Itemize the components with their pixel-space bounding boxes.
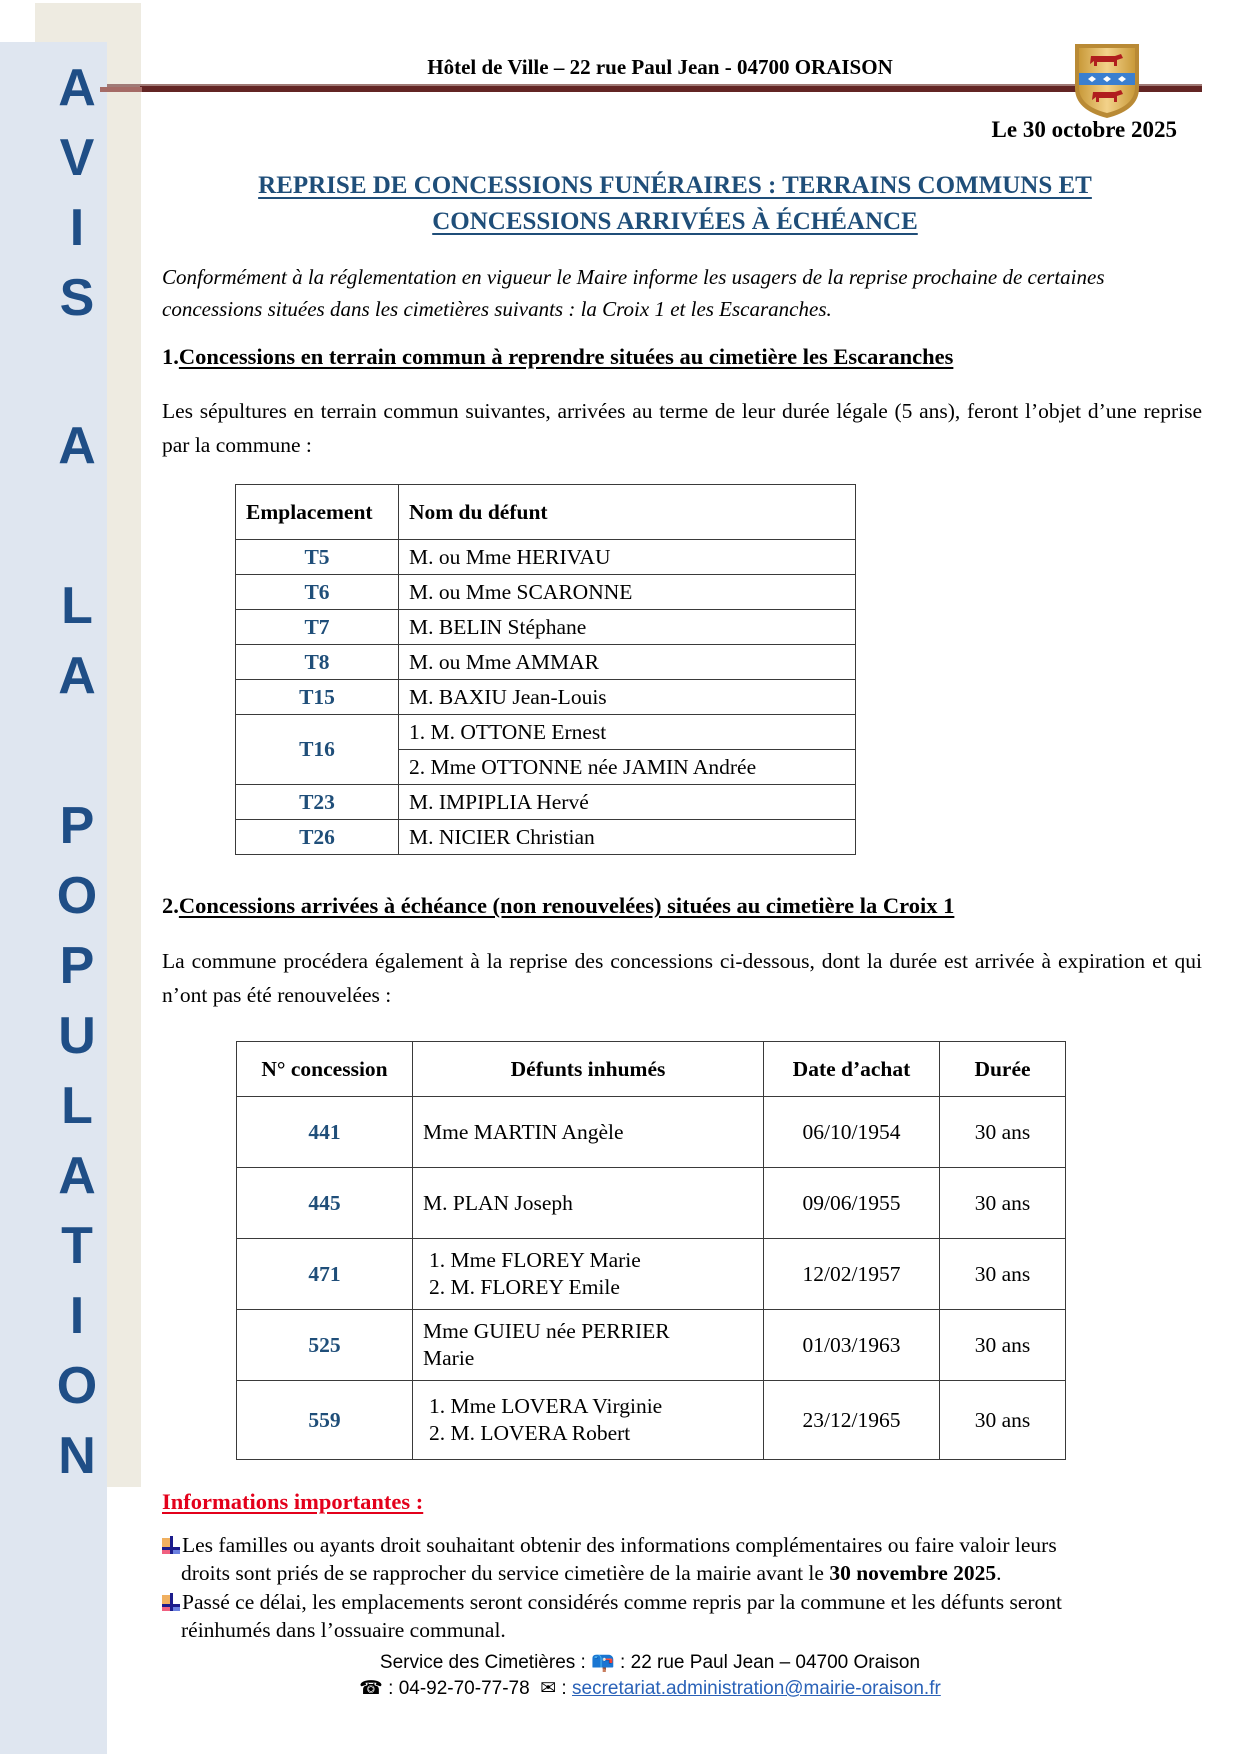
concession-number: 445: [237, 1168, 413, 1239]
info-bullet-1: Les familles ou ayants droit souhaitant obtenir des informations complémentaires ou faire valoir leurs droits sont priés de se rapprocher du service cimetière de la mairie avant le 30 novembre 2025.: [162, 1531, 1202, 1587]
defunt-name: Marie: [423, 1346, 475, 1370]
defunt-name: 2. M. LOVERA Robert: [429, 1421, 631, 1445]
table-row: [237, 1310, 1066, 1381]
column-header-defunts: Défunts inhumés: [413, 1042, 764, 1097]
table-row: [236, 610, 856, 645]
vertical-title-letter: O: [56, 1357, 98, 1415]
duration: 30 ans: [940, 1168, 1066, 1239]
vertical-title-letter: I: [69, 199, 85, 257]
coat-of-arms-icon: [1073, 42, 1141, 120]
emplacement-code: T8: [236, 645, 399, 680]
mailbox-icon: 📪: [591, 1652, 615, 1673]
duration: 30 ans: [940, 1097, 1066, 1168]
emplacement-code: T15: [236, 680, 399, 715]
important-info-heading: Informations importantes :: [162, 1489, 424, 1514]
defunt-name: M. BAXIU Jean-Louis: [399, 680, 856, 715]
terrain-commun-table: [235, 484, 856, 855]
page-title: [160, 168, 1190, 240]
table-row: [237, 1239, 1066, 1310]
defunt-name: 1. Mme LOVERA Virginie: [429, 1394, 663, 1418]
bullet-arrow-icon: [162, 1536, 180, 1554]
column-header-duree: Durée: [940, 1042, 1066, 1097]
table-row: [236, 645, 856, 680]
header-rule: [140, 86, 1202, 92]
page-title-line-2: CONCESSIONS ARRIVÉES À ÉCHÉANCE: [432, 208, 918, 235]
column-header-date-achat: Date d’achat: [764, 1042, 940, 1097]
emplacement-code: T7: [236, 610, 399, 645]
defunt-name: 1. Mme FLOREY Marie: [429, 1248, 641, 1272]
defunt-name: M. BELIN Stéphane: [399, 610, 856, 645]
vertical-title-letter: S: [59, 269, 95, 327]
purchase-date: 01/03/1963: [764, 1310, 940, 1381]
vertical-title-letter: L: [61, 1077, 93, 1135]
defunt-name: 1. M. OTTONE Ernest: [399, 715, 856, 750]
defunts-names: [413, 1168, 764, 1239]
table-row: [236, 785, 856, 820]
emplacement-code: T26: [236, 820, 399, 855]
table-row: [236, 820, 856, 855]
envelope-icon: ✉: [540, 1678, 557, 1699]
header-rule-stub: [100, 87, 142, 92]
defunt-name: 2. M. FLOREY Emile: [429, 1275, 620, 1299]
table-row: [236, 715, 856, 750]
purchase-date: 23/12/1965: [764, 1381, 940, 1460]
table-header-row: [236, 485, 856, 540]
duration: 30 ans: [940, 1239, 1066, 1310]
vertical-title-letter: A: [58, 59, 96, 117]
intro-paragraph: Conformément à la réglementation en vigueur le Maire informe les usagers de la reprise prochaine de certaines concessions situées dans les cimetières suivants : la Croix 1 et les Escaranches.: [162, 265, 1105, 321]
section-1-heading: [162, 344, 953, 370]
defunt-name: M. IMPIPLIA Hervé: [399, 785, 856, 820]
page-title-line-1: REPRISE DE CONCESSIONS FUNÉRAIRES : TERRAINS COMMUNS ET: [258, 172, 1092, 199]
purchase-date: 06/10/1954: [764, 1097, 940, 1168]
vertical-title-letter: T: [61, 1217, 93, 1275]
column-header-emplacement: Emplacement: [236, 485, 399, 540]
defunts-names: [413, 1097, 764, 1168]
vertical-title-letter: N: [58, 1427, 96, 1485]
defunt-name: M. NICIER Christian: [399, 820, 856, 855]
concession-number: 559: [237, 1381, 413, 1460]
service-address: 22 rue Paul Jean – 04700 Oraison: [630, 1652, 921, 1673]
table-row: [236, 575, 856, 610]
table-header-row: [237, 1042, 1066, 1097]
vertical-title-letter: O: [56, 867, 98, 925]
defunts-names: [413, 1239, 764, 1310]
concession-number: 525: [237, 1310, 413, 1381]
defunt-name: 2. Mme OTTONNE née JAMIN Andrée: [399, 750, 856, 785]
town-hall-address: Hôtel de Ville – 22 rue Paul Jean - 04700 ORAISON: [427, 55, 893, 79]
table-row: [236, 680, 856, 715]
emplacement-code: T6: [236, 575, 399, 610]
purchase-date: 09/06/1955: [764, 1168, 940, 1239]
duration: 30 ans: [940, 1310, 1066, 1381]
vertical-title-letter: A: [58, 1147, 96, 1205]
defunt-name: M. ou Mme AMMAR: [399, 645, 856, 680]
vertical-title-letter: V: [59, 129, 95, 187]
deadline-date: 30 novembre 2025: [829, 1561, 997, 1585]
section-1-text: Les sépultures en terrain commun suivantes, arrivées au terme de leur durée légale (5 ans), feront l’objet d’une reprise par la commune :: [162, 399, 1202, 457]
bullet-arrow-icon: [162, 1593, 180, 1611]
document-date: Le 30 octobre 2025: [991, 117, 1177, 142]
phone-icon: ☎: [359, 1678, 383, 1699]
vertical-title-letter: A: [58, 647, 96, 705]
info-bullet-2: Passé ce délai, les emplacements seront considérés comme repris par la commune et les défunts seront réinhumés dans l’ossuaire communal.: [162, 1588, 1202, 1644]
table-row: [237, 1168, 1066, 1239]
table-row: [237, 1097, 1066, 1168]
defunts-names: [413, 1310, 764, 1381]
vertical-title-letter: P: [59, 937, 95, 995]
footer-service-line: Service des Cimetières : 📪 : 22 rue Paul Jean – 04700 Oraison: [379, 1652, 921, 1673]
section-2-heading: [162, 893, 954, 919]
concession-number: 441: [237, 1097, 413, 1168]
section-1-title: Concessions en terrain commun à reprendre situées au cimetière les Escaranches: [178, 344, 954, 369]
section-2-title: Concessions arrivées à échéance (non renouvelées) situées au cimetière la Croix 1: [178, 893, 955, 918]
email-link[interactable]: secretariat.administration@mairie-oraison.fr: [572, 1678, 941, 1699]
vertical-title-letter: P: [59, 797, 95, 855]
defunt-name: M. ou Mme SCARONNE: [399, 575, 856, 610]
column-header-nom-defunt: Nom du défunt: [399, 485, 856, 540]
table-row: [236, 540, 856, 575]
section-1-number: 1.: [162, 344, 179, 369]
defunt-name: Mme GUIEU née PERRIER: [423, 1319, 670, 1343]
table-row: [237, 1381, 1066, 1460]
concession-number: 471: [237, 1239, 413, 1310]
purchase-date: 12/02/1957: [764, 1239, 940, 1310]
defunts-names: [413, 1381, 764, 1460]
footer-contact-line: ☎ : 04-92-70-77-78 ✉ : secretariat.administration@mairie-oraison.fr: [359, 1678, 941, 1699]
vertical-title-letter: A: [58, 417, 96, 475]
emplacement-code: T16: [236, 715, 399, 785]
phone-number: 04-92-70-77-78: [398, 1678, 530, 1699]
vertical-title-letter: L: [61, 577, 93, 635]
defunt-name: M. ou Mme HERIVAU: [399, 540, 856, 575]
defunt-name: M. PLAN Joseph: [423, 1190, 573, 1215]
concessions-echeance-table: [236, 1041, 1066, 1460]
emplacement-code: T23: [236, 785, 399, 820]
vertical-title-letter: I: [69, 1287, 85, 1345]
emplacement-code: T5: [236, 540, 399, 575]
section-2-text: La commune procédera également à la reprise des concessions ci-dessous, dont la durée est arrivée à expiration et qui n’ont pas été renouvelées :: [162, 949, 1202, 1007]
defunt-name: Mme MARTIN Angèle: [423, 1119, 624, 1144]
duration: 30 ans: [940, 1381, 1066, 1460]
section-2-number: 2.: [162, 893, 179, 918]
column-header-numero: N° concession: [237, 1042, 413, 1097]
vertical-title-letter: U: [58, 1007, 96, 1065]
